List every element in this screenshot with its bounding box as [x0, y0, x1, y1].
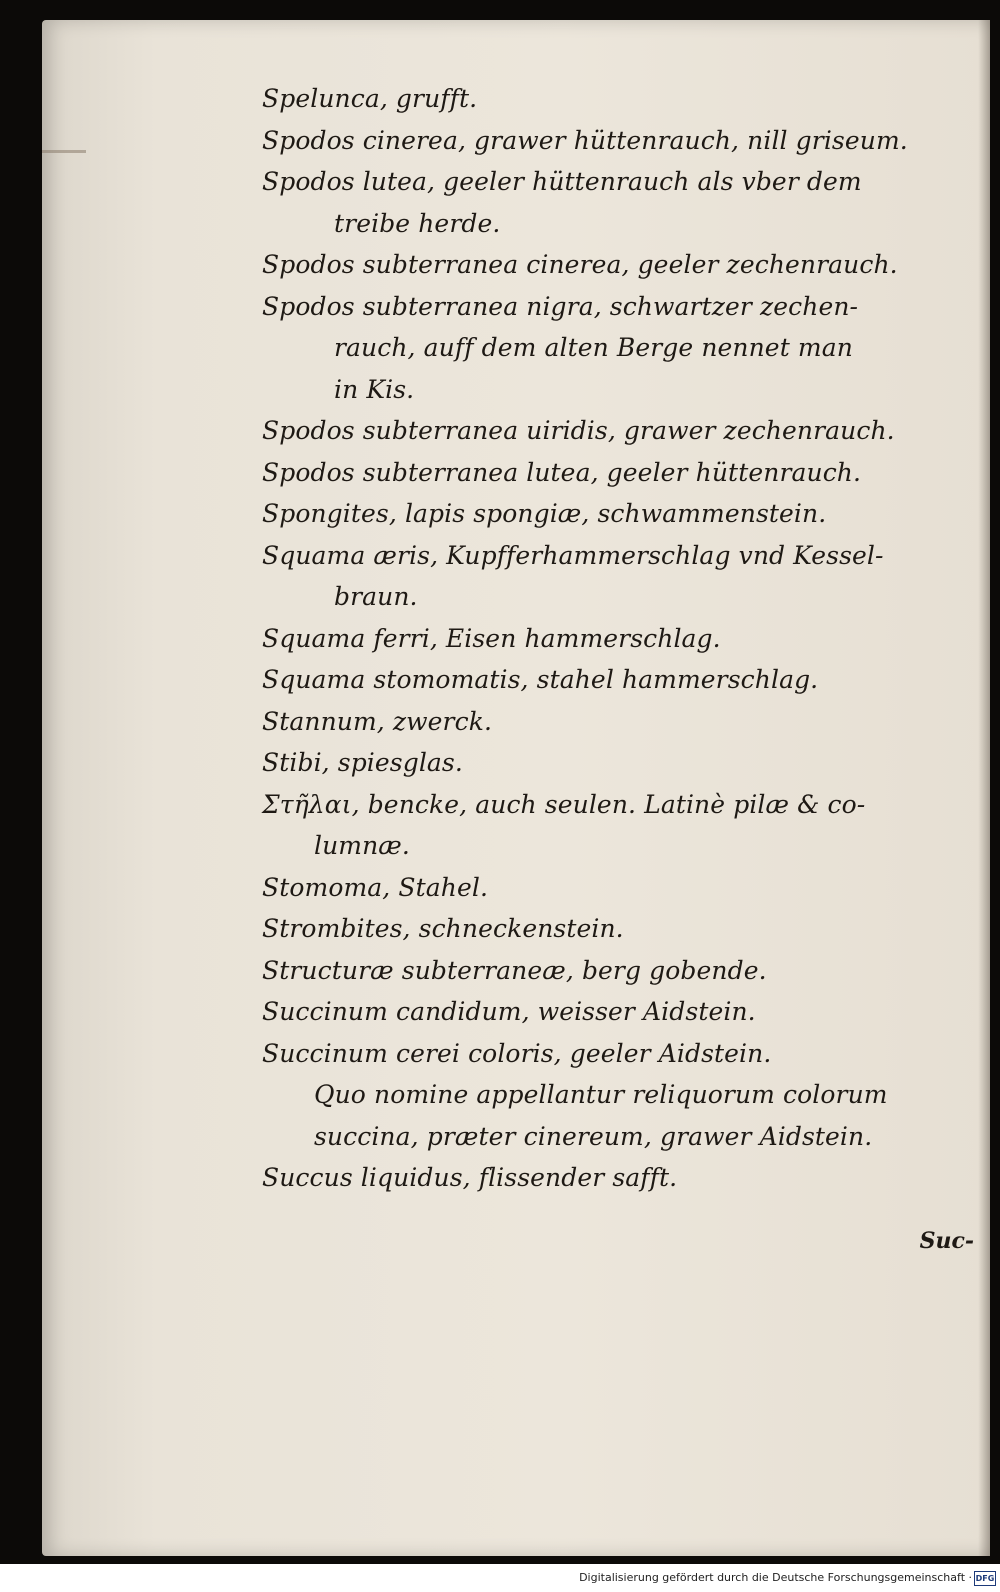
glossary-line: Spodos subterranea nigra, schwartzer zechen-: [262, 291, 859, 321]
catchword: Suc-: [919, 1228, 974, 1254]
glossary-line: in Kis.: [334, 374, 415, 404]
glossary-line: Spodos cinerea, grawer hüttenrauch, nill griseum.: [262, 125, 908, 155]
glossary-line: Strombites, schneckenstein.: [262, 914, 624, 943]
glossary-line: Spodos subterranea uiridis, grawer zechenrauch.: [262, 416, 895, 445]
glossary-line: braun.: [334, 582, 418, 611]
glossary-line: Stibi, spiesglas.: [262, 748, 463, 777]
glossary-line: Stannum, zwerck.: [262, 706, 492, 736]
glossary-line: Stomoma, Stahel.: [262, 872, 489, 902]
dfg-logo-icon: DFG: [974, 1571, 996, 1586]
glossary-line: Structuræ subterraneæ, berg gobende.: [262, 955, 767, 985]
glossary-line: Squama ferri, Eisen hammerschlag.: [262, 623, 721, 653]
digitization-footer: [0, 1564, 1000, 1592]
glossary-line: Succus liquidus, flissender safft.: [262, 1163, 678, 1192]
glossary-line: Spodos subterranea lutea, geeler hüttenrauch.: [262, 457, 862, 487]
page-edge-shadow: [978, 20, 990, 1556]
funding-credit: Digitalisierung gefördert durch die Deutsche Forschungsgemeinschaft ·: [579, 1571, 972, 1584]
glossary-line: Quo nomine appellantur reliquorum colorum: [314, 1080, 888, 1109]
glossary-line: Squama æris, Kupfferhammerschlag vnd Kessel-: [262, 540, 884, 570]
glossary-line: treibe herde.: [334, 208, 501, 238]
glossary-line: Spodos subterranea cinerea, geeler zechenrauch.: [262, 250, 898, 279]
glossary-line: Στῆλαι, bencke, auch seulen. Latinè pilæ & co-: [262, 789, 866, 819]
glossary-line: lumnæ.: [314, 831, 410, 860]
glossary-line: succina, præter cinereum, grawer Aidstein.: [314, 1121, 873, 1151]
glossary-line: Succinum cerei coloris, geeler Aidstein.: [262, 1038, 772, 1068]
glossary-text: [262, 78, 938, 1199]
glossary-line: Spodos lutea, geeler hüttenrauch als vber dem: [262, 167, 862, 196]
glossary-line: Succinum candidum, weisser Aidstein.: [262, 997, 756, 1026]
gutter-mark: [42, 150, 86, 153]
glossary-line: rauch, auff dem alten Berge nennet man: [334, 333, 853, 362]
glossary-line: Spongites, lapis spongiæ, schwammenstein.: [262, 499, 827, 528]
glossary-line: Spelunca, grufft.: [262, 84, 478, 113]
glossary-line: Squama stomomatis, stahel hammerschlag.: [262, 665, 819, 694]
